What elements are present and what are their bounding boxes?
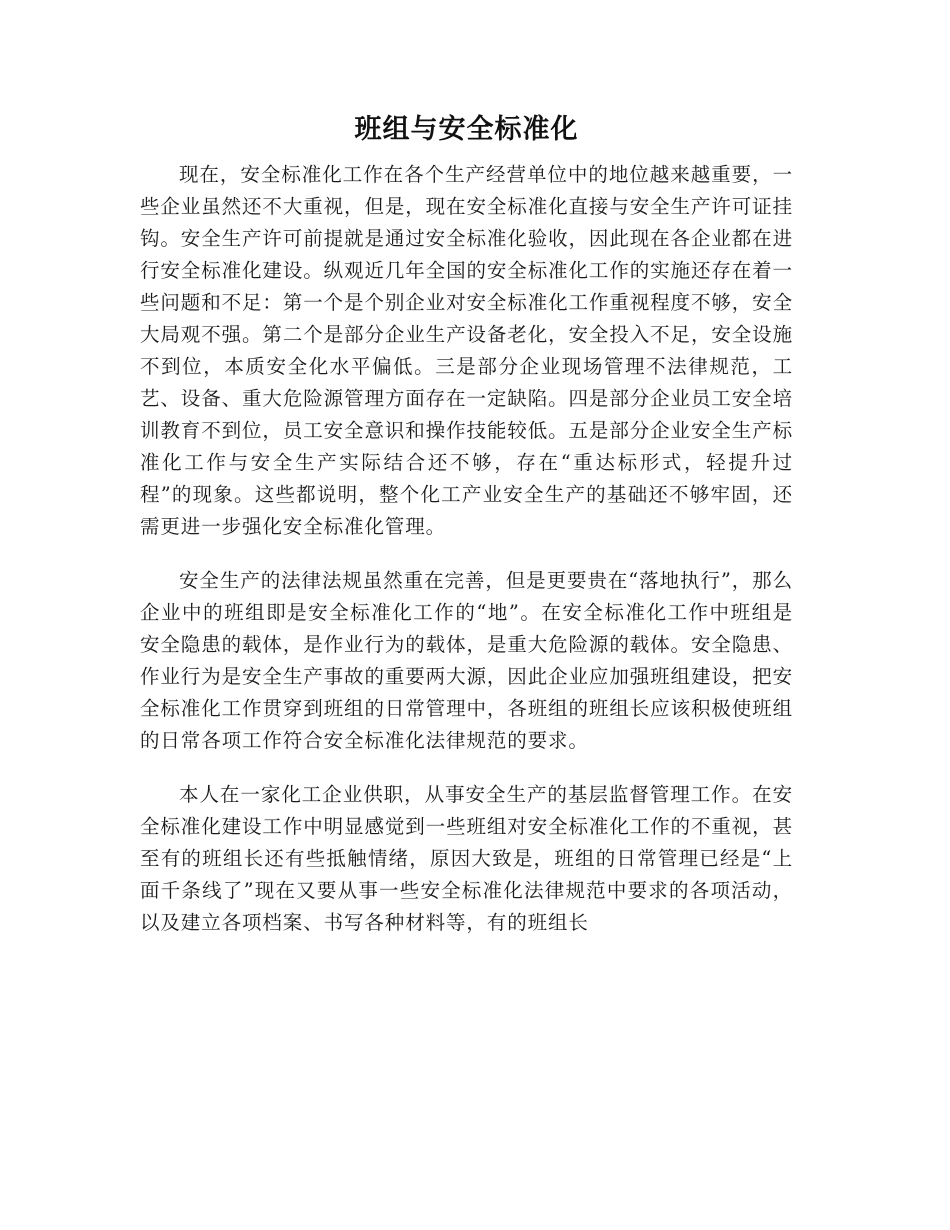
paragraph-3: 本人在一家化工企业供职，从事安全生产的基层监督管理工作。在安全标准化建设工作中明显感觉到一些班组对安全标准化工作的不重视，甚至有的班组长还有些抵触情绪，原因大致是，班组的日常管理已经是“上面千条线了”现在又要从事一些安全标准化法律规范中要求的各项活动，以及建立各项档案、书写各种材料等，有的班组长 (140, 783, 793, 935)
paragraph-1: 现在，安全标准化工作在各个生产经营单位中的地位越来越重要，一些企业虽然还不大重视，但是，现在安全标准化直接与安全生产许可证挂钩。安全生产许可前提就是通过安全标准化验收，因此现在各企业都在进行安全标准化建设。纵观近几年全国的安全标准化工作的实施还存在着一些问题和不足：第一个是个别企业对安全标准化工作重视程度不够，安全大局观不强。第二个是部分企业生产设备老化，安全投入不足，安全设施不到位，本质安全化水平偏低。三是部分企业现场管理不法律规范，工艺、设备、重大危险源管理方面存在一定缺陷。四是部分企业员工安全培训教育不到位，员工安全意识和操作技能较低。五是部分企业安全生产标准化工作与安全生产实际结合还不够，存在“重达标形式，轻提升过程”的现象。这些都说明，整个化工产业安全生产的基础还不够牢固，还需更进一步强化安全标准化管理。 (140, 163, 793, 539)
document-title: 班组与安全标准化 (354, 114, 579, 145)
paragraph-2: 安全生产的法律法规虽然重在完善，但是更要贵在“落地执行”，那么企业中的班组即是安全标准化工作的“地”。在安全标准化工作中班组是安全隐患的载体，是作业行为的载体，是重大危险源的载体。安全隐患、作业行为是安全生产事故的重要两大源，因此企业应加强班组建设，把安全标准化工作贯穿到班组的日常管理中，各班组的班组长应该积极使班组的日常各项工作符合安全标准化法律规范的要求。 (140, 569, 793, 753)
